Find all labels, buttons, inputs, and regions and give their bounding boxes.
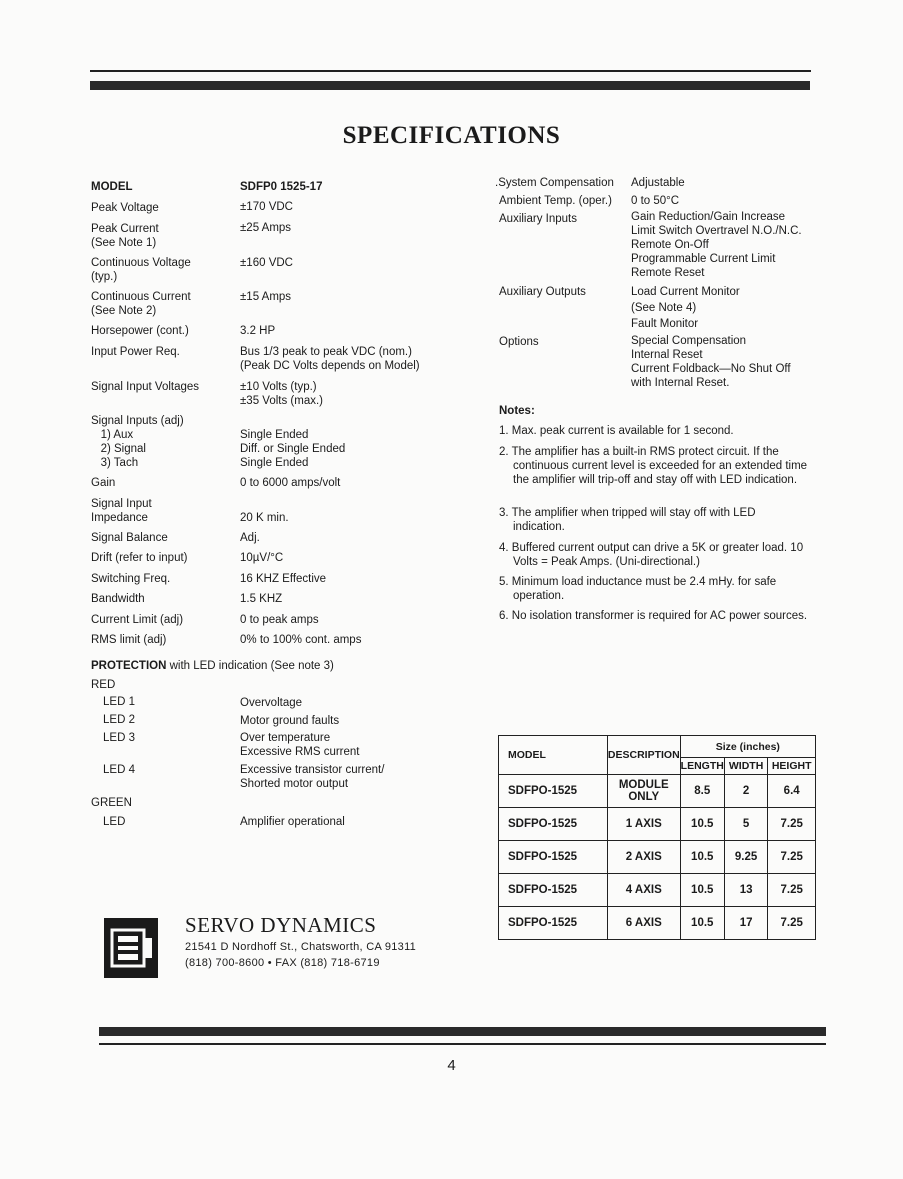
cell-model: SDFPO-1525: [499, 808, 608, 841]
spec-value: SDFP0 1525-17: [240, 181, 323, 193]
cell-description: 1 AXIS: [607, 808, 680, 841]
company-phone: (818) 700-8600 • FAX (818) 718-6719: [185, 957, 380, 969]
led-label: LED 2: [103, 714, 135, 726]
cell-description: 4 AXIS: [607, 874, 680, 907]
spec-value: 3.2 HP: [240, 325, 276, 337]
spec-label: Bandwidth: [91, 593, 145, 605]
note-text: 3. The amplifier when tripped will stay off with LED indication.: [499, 507, 756, 533]
spec-label: Continuous Current (See Note 2): [91, 291, 191, 317]
logo-mark: [104, 918, 158, 978]
table-row: [499, 841, 816, 874]
spec-label: Gain: [91, 477, 116, 489]
spec-label: Switching Freq.: [91, 573, 171, 585]
spec-value: 16 KHZ Effective: [240, 573, 327, 585]
cell-length: 10.5: [680, 841, 724, 874]
spec-label: Continuous Voltage (typ.): [91, 257, 191, 283]
company-address: 21541 D Nordhoff St., Chatsworth, CA 91311: [185, 941, 417, 953]
company-logo: [104, 918, 158, 978]
cell-width: 5: [724, 808, 768, 841]
spec-label: .System Compensation: [495, 177, 614, 189]
notes-heading: Notes:: [499, 405, 535, 417]
table-row: [499, 775, 816, 808]
note-item: [499, 445, 809, 487]
spec-label: Peak Current (See Note 1): [91, 223, 159, 249]
led-value: Over temperature Excessive RMS current: [240, 732, 360, 758]
spec-label: Auxiliary Outputs: [499, 286, 586, 298]
spec-value: ±15 Amps: [240, 291, 292, 303]
led-label: LED 3: [103, 732, 135, 744]
note-item: [499, 609, 809, 623]
table-row: [499, 874, 816, 907]
header-length: LENGTH: [680, 758, 724, 775]
cell-width: 13: [724, 874, 768, 907]
spec-value: Single Ended Diff. or Single Ended Single Ended: [240, 429, 346, 469]
bottom-rule-thick: [99, 1027, 826, 1036]
spec-value: ±160 VDC: [240, 257, 293, 269]
header-description: DESCRIPTION: [607, 736, 680, 775]
header-model: MODEL: [499, 736, 608, 775]
cell-height: 7.25: [768, 808, 816, 841]
led-value: Amplifier operational: [240, 816, 345, 828]
header-width: WIDTH: [724, 758, 768, 775]
spec-label: Peak Voltage: [91, 202, 159, 214]
spec-value: Adjustable: [631, 177, 685, 189]
cell-length: 10.5: [680, 808, 724, 841]
table-row: [499, 907, 816, 940]
led-value: Motor ground faults: [240, 715, 340, 727]
note-item: [499, 575, 809, 603]
spec-value: Adj.: [240, 532, 260, 544]
top-rule-thin: [90, 70, 811, 72]
green-label: GREEN: [91, 797, 132, 809]
spec-value: 1.5 KHZ: [240, 593, 283, 605]
page-title: SPECIFICATIONS: [342, 122, 561, 149]
size-table: [498, 735, 816, 940]
cell-description: 2 AXIS: [607, 841, 680, 874]
led-label: LED 1: [103, 696, 135, 708]
spec-label: Horsepower (cont.): [91, 325, 189, 337]
cell-model: SDFPO-1525: [499, 907, 608, 940]
cell-length: 10.5: [680, 907, 724, 940]
cell-height: 7.25: [768, 907, 816, 940]
spec-label: Signal Balance: [91, 532, 168, 544]
note-text: 2. The amplifier has a built-in RMS protect circuit. If the continuous current level is exceeded for an extended time the amplifier will trip-off and stay off with LED indication.: [499, 446, 808, 486]
spec-value: Gain Reduction/Gain Increase Limit Switch Overtravel N.O./N.C. Remote On-Off Programmable Current Limit Remote Reset: [631, 211, 802, 279]
protection-heading: [91, 660, 334, 672]
spec-value: Load Current Monitor (See Note 4) Fault Monitor: [631, 286, 740, 330]
cell-length: 10.5: [680, 874, 724, 907]
cell-model: SDFPO-1525: [499, 841, 608, 874]
table-row: [499, 808, 816, 841]
spec-value: ±25 Amps: [240, 222, 292, 234]
cell-height: 6.4: [768, 775, 816, 808]
spec-value: 20 K min.: [240, 512, 289, 524]
header-size: Size (inches): [680, 736, 815, 758]
spec-label: RMS limit (adj): [91, 634, 167, 646]
note-item: [499, 506, 809, 534]
led-value: Excessive transistor current/ Shorted motor output: [240, 764, 385, 790]
note-text: 1. Max. peak current is available for 1 second.: [499, 425, 734, 437]
cell-width: 2: [724, 775, 768, 808]
protection-heading-bold: PROTECTION: [91, 660, 167, 672]
page-number: 4: [447, 1057, 456, 1074]
spec-label: Input Power Req.: [91, 346, 180, 358]
spec-label: Drift (refer to input): [91, 552, 188, 564]
spec-value: Bus 1/3 peak to peak VDC (nom.) (Peak DC Volts depends on Model): [240, 346, 420, 372]
cell-height: 7.25: [768, 874, 816, 907]
bottom-rule-thin: [99, 1043, 826, 1045]
spec-value: 0 to 50°C: [631, 195, 680, 207]
header-height: HEIGHT: [768, 758, 816, 775]
cell-height: 7.25: [768, 841, 816, 874]
spec-value: 10µV/°C: [240, 552, 284, 564]
spec-label: Current Limit (adj): [91, 614, 184, 626]
spec-label: Signal Input Impedance: [91, 498, 152, 524]
spec-value: ±10 Volts (typ.) ±35 Volts (max.): [240, 381, 324, 407]
red-label: RED: [91, 679, 116, 691]
cell-model: SDFPO-1525: [499, 775, 608, 808]
spec-label: Signal Inputs (adj) 1) Aux 2) Signal 3) Tach: [91, 415, 184, 469]
note-text: 5. Minimum load inductance must be 2.4 mHy. for safe operation.: [499, 576, 777, 602]
spec-label: Signal Input Voltages: [91, 381, 200, 393]
cell-description: 6 AXIS: [607, 907, 680, 940]
note-text: 4. Buffered current output can drive a 5K or greater load. 10 Volts = Peak Amps. (Uni-directional.): [499, 542, 804, 568]
led-label: LED 4: [103, 764, 135, 776]
cell-model: SDFPO-1525: [499, 874, 608, 907]
note-text: 6. No isolation transformer is required for AC power sources.: [499, 610, 808, 622]
company-name: SERVO DYNAMICS: [185, 913, 377, 937]
note-item: [499, 541, 809, 569]
cell-width: 9.25: [724, 841, 768, 874]
cell-width: 17: [724, 907, 768, 940]
spec-label: Ambient Temp. (oper.): [499, 195, 612, 207]
protection-heading-rest: with LED indication (See note 3): [166, 660, 334, 672]
spec-value: 0 to 6000 amps/volt: [240, 477, 341, 489]
spec-value: 0 to peak amps: [240, 614, 319, 626]
spec-value: Special Compensation Internal Reset Current Foldback—No Shut Off with Internal Reset.: [631, 335, 791, 389]
note-item: [499, 424, 809, 438]
cell-length: 8.5: [680, 775, 724, 808]
spec-label: MODEL: [91, 181, 133, 193]
spec-label: Auxiliary Inputs: [499, 213, 577, 225]
spec-label: Options: [499, 336, 539, 348]
led-label: LED: [103, 816, 126, 828]
spec-value: ±170 VDC: [240, 201, 293, 213]
spec-value: 0% to 100% cont. amps: [240, 634, 362, 646]
cell-description: MODULE ONLY: [607, 775, 680, 808]
top-rule-thick: [90, 81, 810, 90]
led-value: Overvoltage: [240, 697, 303, 709]
